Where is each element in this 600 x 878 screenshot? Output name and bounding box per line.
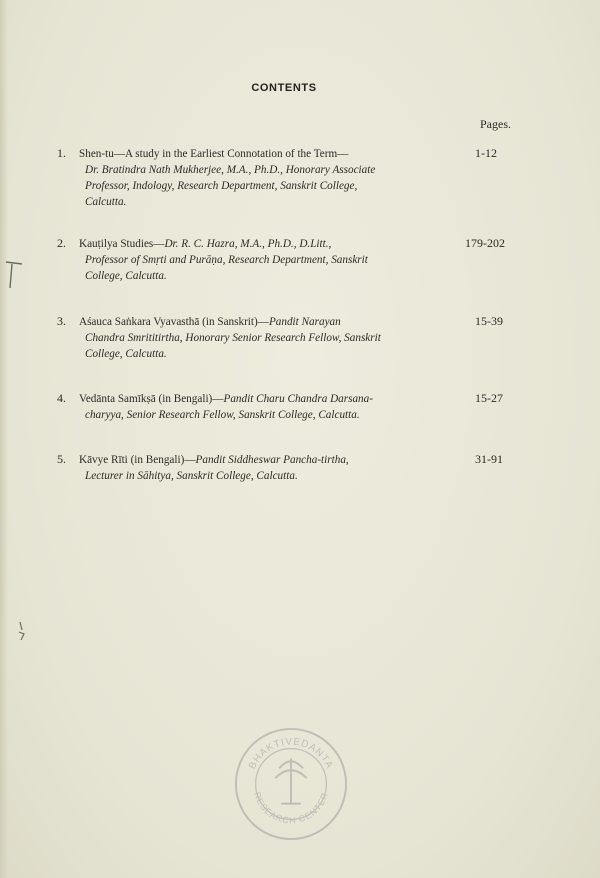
library-seal-stamp [232,725,350,843]
stamp-top-text: BHAKTIVEDANTA [247,736,335,771]
entry-title-author: Pandit Charu Chandra Darsana- [223,393,373,405]
page-edge-shadow [0,0,8,878]
entry-author-line: Professor, Indology, Research Department, Sanskrit College, [85,180,358,192]
entry-text [79,314,449,362]
entry-author-line: Dr. Bratindra Nath Mukherjee, M.A., Ph.D., Honorary Associate [85,164,376,176]
entry-title: Vedānta Samīkṣā (in Bengali)— [79,393,224,405]
entry-author-line: College, Calcutta. [85,270,167,282]
contents-heading: CONTENTS [251,82,317,94]
entry-title: Kauṭilya Studies— [79,238,165,250]
entry-number: 2. [57,236,66,250]
entry-title: Kāvye Rīti (in Bengali)— [79,454,196,466]
entry-text [79,236,449,284]
entry-pages: 15-39 [475,314,503,328]
entry-author-line: Lecturer in Sāhitya, Sanskrit College, Calcutta. [85,470,298,482]
entry-number: 4. [57,391,66,405]
entry-title-author: Pandit Narayan [268,316,341,328]
entry-text [79,146,449,210]
margin-mark [2,258,26,292]
margin-mark [16,620,28,642]
entry-text [79,452,449,484]
entry-author-line: charyya, Senior Research Fellow, Sanskrit College, Calcutta. [85,409,360,421]
entry-title: Aśauca Saṅkara Vyavasthā (in Sanskrit)— [79,316,269,328]
entry-pages: 31-91 [475,452,503,466]
entry-number: 5. [57,452,66,466]
entry-number: 3. [57,314,66,328]
entry-pages: 179-202 [465,236,505,250]
entry-title-author: Pandit Siddheswar Pancha-tirtha, [195,454,349,466]
entry-author-line: Calcutta. [85,196,127,208]
tree-icon [275,758,306,803]
entry-author-line: Professor of Smṛti and Purāṇa, Research Department, Sanskrit [85,254,368,266]
entry-text [79,391,449,423]
stamp-bottom-text: RESEARCH CENTER [252,790,330,826]
entry-title-author: Dr. R. C. Hazra, M.A., Ph.D., D.Litt., [164,238,332,250]
pages-column-label: Pages. [480,117,511,131]
entry-pages: 1-12 [475,146,497,160]
entry-author-line: Chandra Smrititirtha, Honorary Senior Research Fellow, Sanskrit [85,332,381,344]
entry-author-line: College, Calcutta. [85,348,167,360]
entry-number: 1. [57,146,66,160]
entry-pages: 15-27 [475,391,503,405]
entry-title: Shen-tu—A study in the Earliest Connotation of the Term— [79,148,349,160]
